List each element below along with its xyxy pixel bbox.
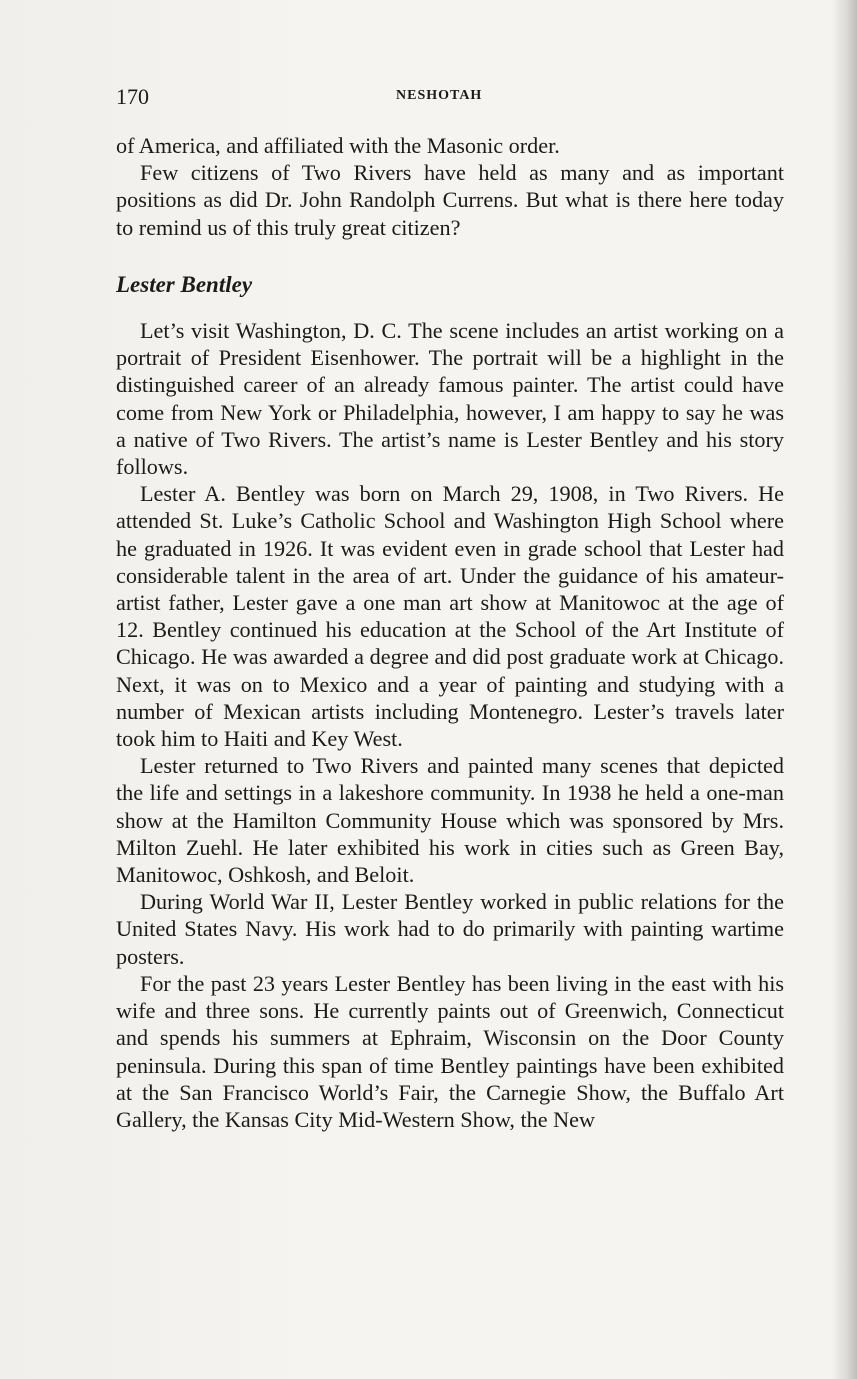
paragraph: For the past 23 years Lester Bentley has been living in the east with his wife and three sons. He currently paints out of Greenwich, Connecticut and spends his summers at Ephraim, Wisconsin on the Door County peninsula. During this span of time Bentley paintings have been exhibited at the San Francisco World’s Fair, the Carnegie Show, the Buffalo Art Gallery, the Kansas City Mid-Western Show, the New	[116, 970, 784, 1132]
paragraph: Lester returned to Two Rivers and painted many scenes that depicted the life and settings in a lakeshore community. In 1938 he held a one-man show at the Hamilton Community House which was sponsored by Mrs. Milton Zuehl. He later exhibited his work in cities such as Green Bay, Manitowoc, Oshkosh, and Beloit.	[116, 753, 784, 888]
spine-shadow	[831, 0, 857, 1379]
paragraph: Let’s visit Washington, D. C. The scene includes an artist working on a portrait of President Eisenhower. The portrait will be a highlight in the distinguished career of an already famous painter. The artist could have come from New York or Philadelphia, however, I am happy to say he was a native of Two Rivers. The artist’s name is Lester Bentley and his story follows.	[116, 318, 784, 480]
section-heading: Lester Bentley	[116, 271, 253, 297]
paragraph: During World War II, Lester Bentley worked in public relations for the United States Navy. His work had to do primarily with painting wartime posters.	[116, 889, 784, 969]
paragraph: Few citizens of Two Rivers have held as many and as important positions as did Dr. John Randolph Currens. But what is there here today to remind us of this truly great citizen?	[116, 160, 784, 240]
continued-paragraph: of America, and affiliated with the Masonic order.	[116, 133, 560, 158]
running-title: NESHOTAH	[396, 88, 483, 103]
page-number: 170	[116, 84, 149, 109]
paragraph: Lester A. Bentley was born on March 29, 1908, in Two Rivers. He attended St. Luke’s Catholic School and Washington High School where he graduated in 1926. It was evident even in grade school that Lester had considerable talent in the area of art. Under the guidance of his amateur-artist father, Lester gave a one man art show at Manitowoc at the age of 12. Bentley continued his education at the School of the Art Institute of Chicago. He was awarded a degree and did post graduate work at Chicago. Next, it was on to Mexico and a year of painting and studying with a number of Mexican artists including Montenegro. Lester’s travels later took him to Haiti and Key West.	[116, 481, 784, 752]
running-head	[116, 84, 784, 118]
body-text	[116, 132, 784, 1133]
